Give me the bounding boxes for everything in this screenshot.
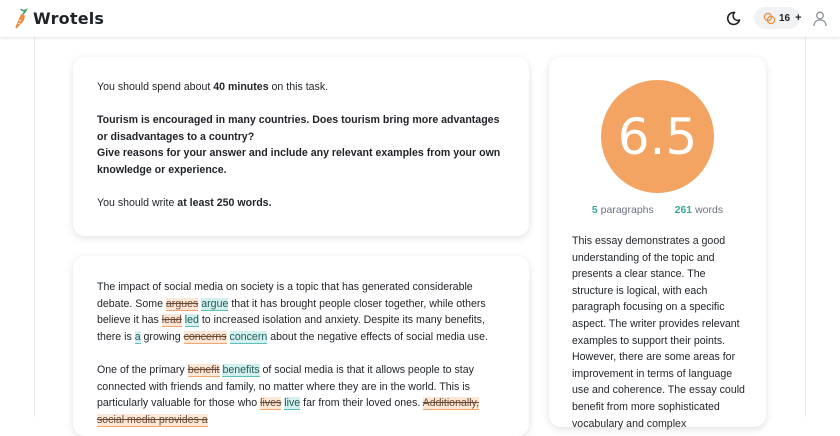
band-score: 6.5: [601, 80, 714, 193]
deleted-word[interactable]: lives: [260, 397, 282, 410]
coin-icon: [763, 12, 776, 25]
task-prompt-instructions: Give reasons for your answer and include any relevant examples from your own knowledge or experience.: [97, 147, 501, 176]
deleted-word[interactable]: argues: [165, 297, 199, 310]
task-time-instruction: You should spend about 40 minutes on this task.: [97, 81, 329, 93]
credits-button[interactable]: [754, 7, 800, 29]
credits-count: 16: [779, 12, 791, 24]
inserted-word[interactable]: live: [284, 397, 301, 410]
inserted-word[interactable]: concern: [229, 330, 268, 343]
essay-paragraph: One of the primary benefit benefits of social media is that it allows people to stay connected with friends and family, no matter where they are in the world. This is particularly valuable for those who lives live far from their loved ones. Additionally, social media provides a: [97, 363, 480, 426]
essay-paragraph: The impact of social media on society is a topic that has generated considerable debate. Some argues argue that it has brought people closer together, while others believe it has lead led to increased isolation and anxiety. Despite its many benefits, there is a growing concerns concern about the negative effects of social media use.: [97, 281, 488, 343]
score-card: [549, 57, 766, 430]
deleted-word[interactable]: benefit: [187, 363, 220, 376]
brand-logo[interactable]: [12, 7, 104, 29]
brand-name: Wrotels: [33, 8, 105, 28]
carrot-icon: [12, 7, 29, 29]
deleted-phrase[interactable]: Additionally, social media provides a: [97, 397, 480, 426]
feedback-text: This essay demonstrates a good understanding of the topic and presents a clear stance. The structure is logical, with each paragraph focusing on a specific aspect. The writer provides relevant examples to support their points. However, there are some areas for improvement in terms of language use and coherence. The essay could benefit from more sophisticated vocabulary and complex: [572, 235, 745, 430]
moon-icon[interactable]: [725, 10, 742, 27]
inserted-word[interactable]: benefits: [222, 363, 260, 376]
inserted-word[interactable]: led: [184, 314, 199, 327]
task-word-instruction: You should write at least 250 words.: [97, 196, 272, 209]
paragraphs-label: paragraphs: [600, 204, 654, 216]
task-card: [73, 57, 529, 236]
task-prompt: Tourism is encouraged in many countries. Does tourism bring more advantages or disadvantages to a country?: [97, 114, 500, 143]
add-credits-icon: +: [795, 12, 802, 24]
inserted-word[interactable]: argue: [201, 297, 229, 310]
words-label: words: [695, 204, 724, 216]
words-count: 261: [674, 204, 693, 216]
user-icon[interactable]: [812, 10, 828, 27]
paragraphs-count: 5: [591, 204, 598, 216]
deleted-word[interactable]: concerns: [183, 330, 227, 343]
essay-stats: [549, 204, 766, 216]
inserted-word[interactable]: a: [134, 330, 141, 343]
top-bar: [0, 0, 840, 37]
essay-card: [73, 256, 529, 436]
deleted-word[interactable]: lead: [161, 314, 182, 327]
